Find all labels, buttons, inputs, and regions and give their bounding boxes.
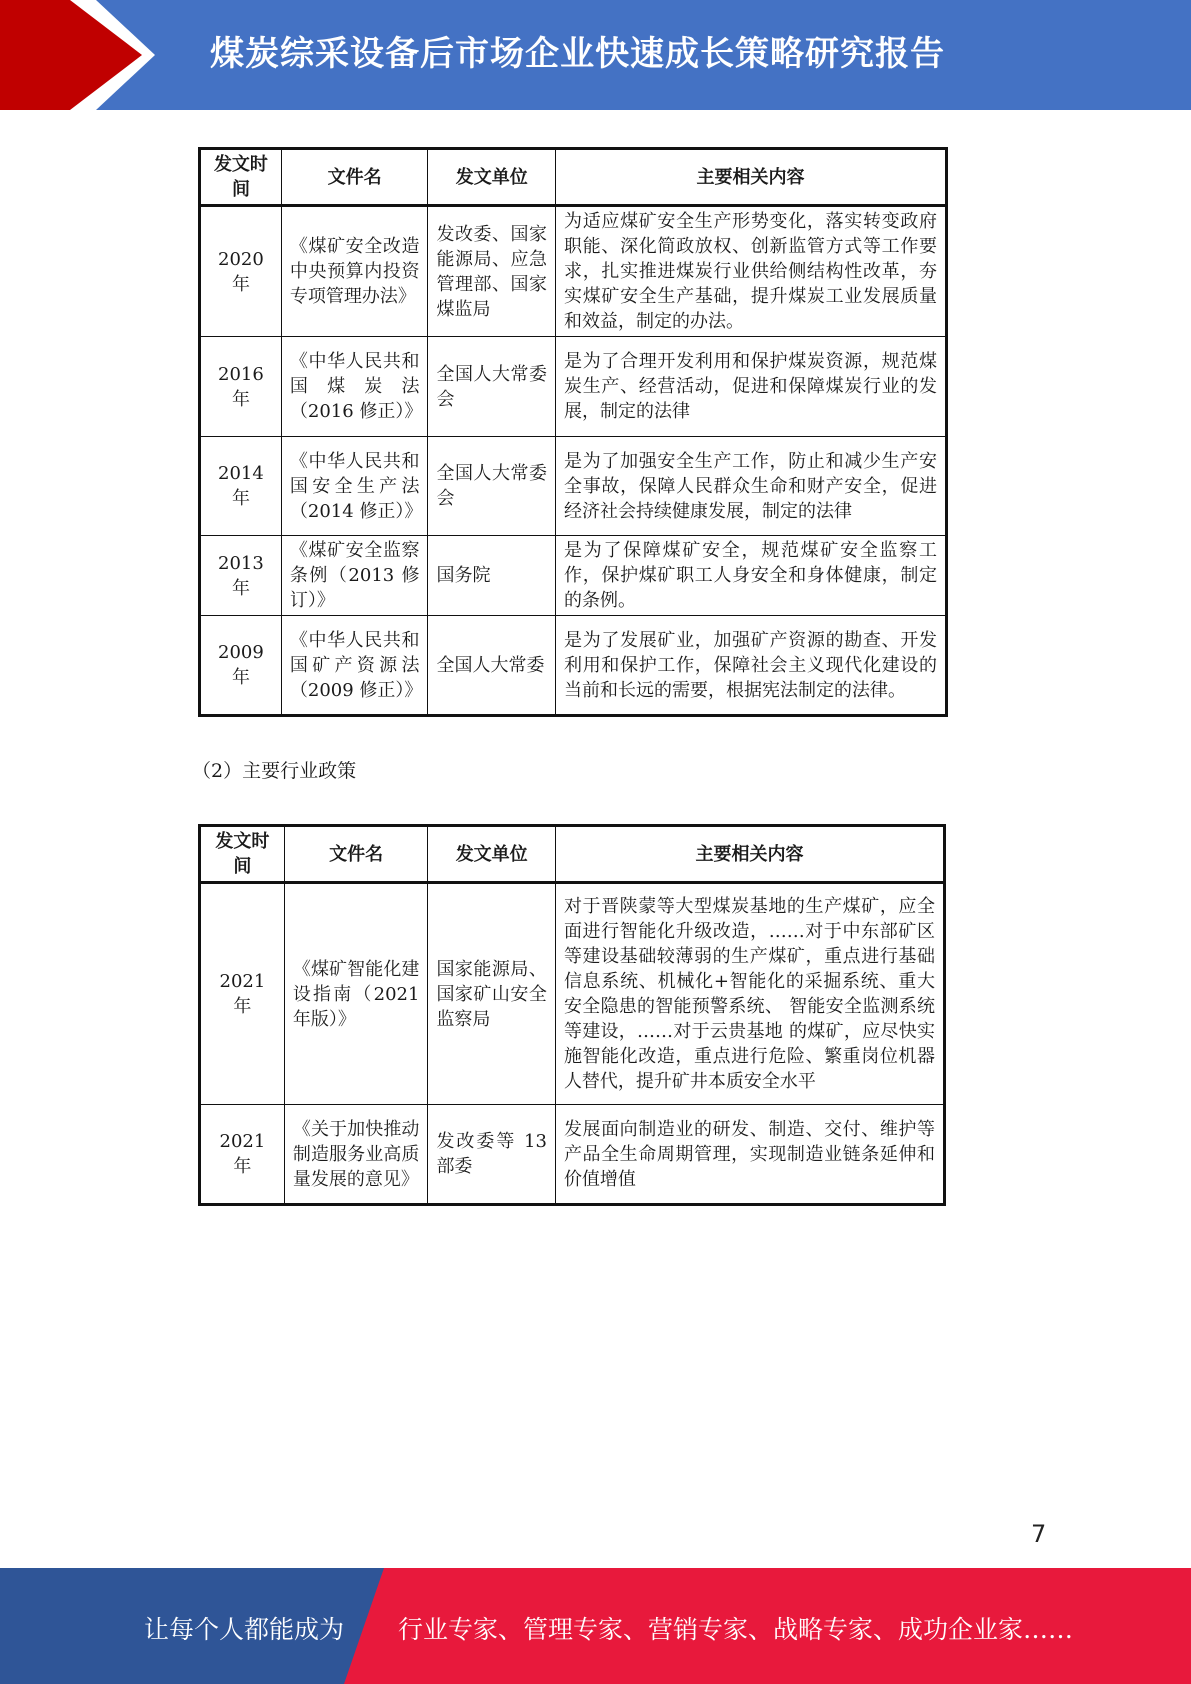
- header-name: 文件名: [281, 149, 428, 206]
- cell-content: 发展面向制造业的研发、制造、交付、维护等产品全生命周期管理，实现制造业链条延伸和价值增值: [555, 1105, 944, 1205]
- cell-time: 2009 年: [200, 616, 282, 716]
- cell-content: 对于晋陕蒙等大型煤炭基地的生产煤矿，应全面进行智能化升级改造，……对于中东部矿区等建设基础较薄弱的生产煤矿，重点进行基础信息系统、机械化+智能化的采掘系统、重大安全隐患的智能预警系统、 智能安全监测系统等建设，……对于云贵基地 的煤矿，应尽快实施智能化改造，重点进行危险、繁重岗位机器人替代，提升矿井本质安全水平: [555, 883, 944, 1105]
- cell-time: 2016 年: [200, 337, 282, 437]
- cell-name: 《煤矿安全改造中央预算内投资专项管理办法》: [281, 206, 428, 337]
- table-header-row: [200, 826, 945, 883]
- table-row: [200, 206, 947, 337]
- cell-content: 是为了加强安全生产工作，防止和减少生产安全事故，保障人民群众生命和财产安全，促进经济社会持续健康发展，制定的法律: [556, 437, 947, 536]
- cell-time: 2013 年: [200, 536, 282, 616]
- cell-time: 2020 年: [200, 206, 282, 337]
- header-name: 文件名: [284, 826, 428, 883]
- cell-unit: 发改委、国家能源局、应急管理部、国家煤监局: [428, 206, 556, 337]
- cell-unit: 全国人大常委: [428, 616, 556, 716]
- header-chevron: [0, 0, 145, 110]
- cell-time: 2014 年: [200, 437, 282, 536]
- footer-slogan-left: 让每个人都能成为: [144, 1615, 345, 1644]
- industry-policy-table: [198, 824, 946, 1206]
- table-row: [200, 616, 947, 716]
- header-content: 主要相关内容: [555, 826, 944, 883]
- table-row: [200, 536, 947, 616]
- cell-unit: 全国人大常委会: [428, 337, 556, 437]
- cell-unit: 国家能源局、国家矿山安全监察局: [428, 883, 556, 1105]
- laws-table: [198, 147, 948, 717]
- table-row: [200, 1105, 945, 1205]
- page-footer: [0, 1568, 1191, 1684]
- cell-unit: 全国人大常委会: [428, 437, 556, 536]
- cell-unit: 国务院: [428, 536, 556, 616]
- header-unit: 发文单位: [428, 149, 556, 206]
- table-header-row: [200, 149, 947, 206]
- cell-content: 是为了合理开发利用和保护煤炭资源，规范煤炭生产、经营活动，促进和保障煤炭行业的发展，制定的法律: [556, 337, 947, 437]
- cell-name: 《中华人民共和国安全生产法（2014 修正）》: [281, 437, 428, 536]
- header-time: 发文时间: [200, 149, 282, 206]
- cell-time: 2021 年: [200, 1105, 285, 1205]
- table-row: [200, 883, 945, 1105]
- report-title: 煤炭综采设备后市场企业快速成长策略研究报告: [210, 34, 945, 74]
- table-row: [200, 337, 947, 437]
- cell-time: 2021 年: [200, 883, 285, 1105]
- header-content: 主要相关内容: [556, 149, 947, 206]
- header-unit: 发文单位: [428, 826, 556, 883]
- cell-unit: 发改委等 13 部委: [428, 1105, 556, 1205]
- cell-name: 《煤矿安全监察条例（2013 修订）》: [281, 536, 428, 616]
- page-header: [0, 0, 1191, 110]
- cell-name: 《关于加快推动制造服务业高质量发展的意见》: [284, 1105, 428, 1205]
- cell-name: 《煤矿智能化建设指南（2021 年版）》: [284, 883, 428, 1105]
- cell-content: 为适应煤矿安全生产形势变化，落实转变政府职能、深化简政放权、创新监管方式等工作要求，扎实推进煤炭行业供给侧结构性改革，夯实煤矿安全生产基础，提升煤炭工业发展质量和效益，制定的办法。: [556, 206, 947, 337]
- page-number: 7: [1031, 1520, 1047, 1548]
- cell-content: 是为了保障煤矿安全，规范煤矿安全监察工作，保护煤矿职工人身安全和身体健康，制定的条例。: [556, 536, 947, 616]
- table-row: [200, 437, 947, 536]
- cell-name: 《中华人民共和国煤炭法（2016 修正）》: [281, 337, 428, 437]
- cell-name: 《中华人民共和国矿产资源法（2009 修正）》: [281, 616, 428, 716]
- section-heading: （2）主要行业政策: [192, 760, 357, 782]
- header-time: 发文时间: [200, 826, 285, 883]
- footer-slogan-right: 行业专家、管理专家、营销专家、战略专家、成功企业家……: [398, 1615, 1074, 1644]
- cell-content: 是为了发展矿业，加强矿产资源的勘查、开发利用和保护工作，保障社会主义现代化建设的当前和长远的需要，根据宪法制定的法律。: [556, 616, 947, 716]
